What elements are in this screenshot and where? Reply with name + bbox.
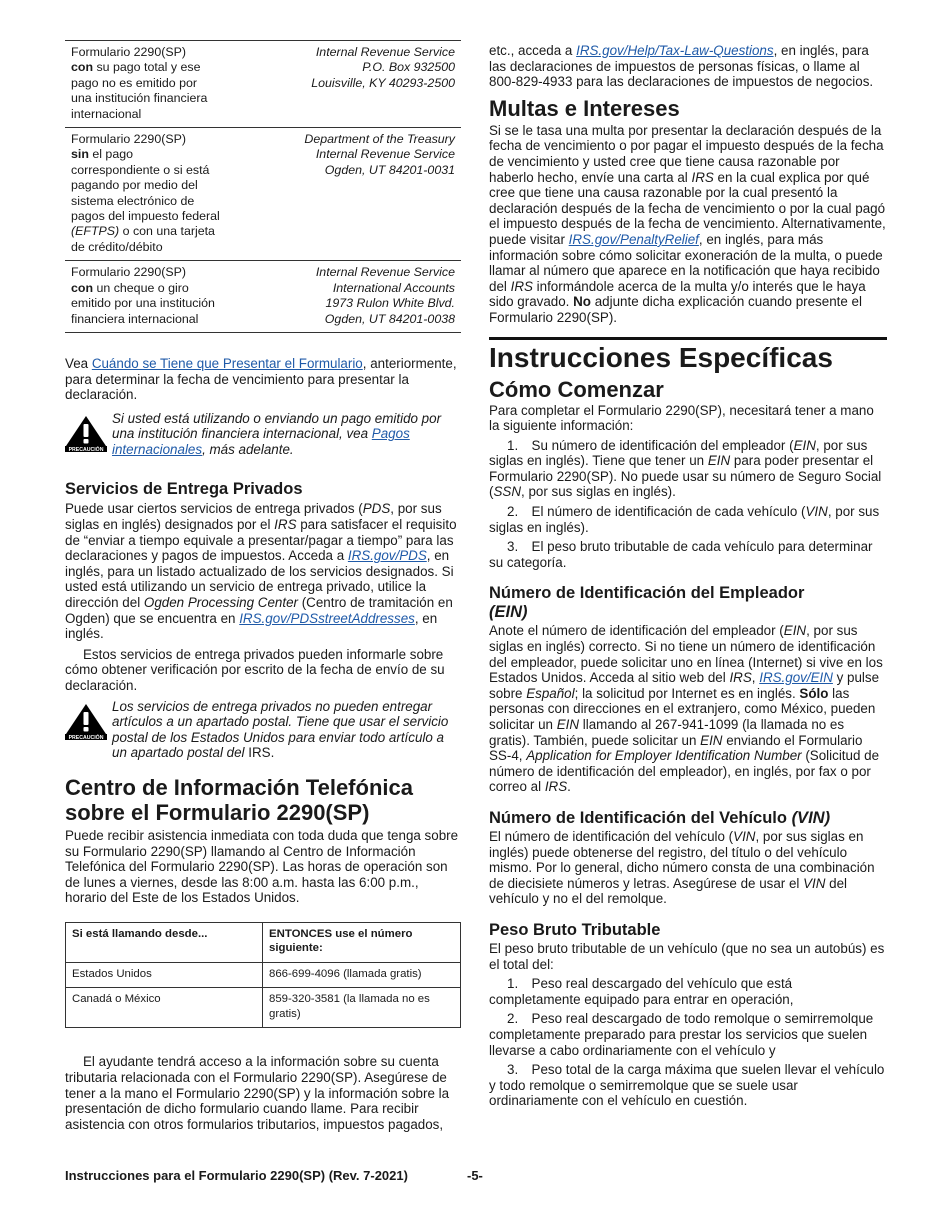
section-heading-phone-center: Centro de Información Telefónica sobre el Formulario 2290(SP)	[65, 774, 413, 825]
section-heading-private-delivery: Servicios de Entrega Privados	[65, 480, 303, 499]
list-item: 1. Peso real descargado del vehículo que está completamente equipado para entrar en operación,	[489, 976, 794, 1007]
section-heading-getting-started: Cómo Comenzar	[489, 376, 664, 402]
table-cell: Canadá o México	[66, 988, 263, 1028]
when-to-file-link[interactable]: Cuándo se Tiene que Presentar el Formulario	[91, 355, 363, 371]
caution-text: Si usted está utilizando o enviando un pago emitido por una institución financiera internacional, vea Pagos internacionales, más adelante.	[112, 410, 442, 457]
caution-label: PRECAUCIÓN	[68, 734, 104, 740]
section-heading-vin: Número de Identificación del Vehículo (VIN)	[489, 808, 831, 827]
caution-po-box	[65, 699, 461, 761]
right-column	[489, 40, 887, 1109]
caution-icon	[65, 415, 107, 452]
mailing-address-table	[65, 40, 461, 333]
table-cell: 866-699-4096 (llamada gratis)	[263, 962, 461, 988]
address-cell: Internal Revenue Service P.O. Box 932500 Louisville, KY 40293-2500	[311, 45, 455, 90]
table-row	[66, 988, 461, 1028]
pds-street-addresses-link[interactable]: IRS.gov/PDSstreetAddresses	[239, 610, 415, 626]
pds-paragraph: Puede usar ciertos servicios de entrega privados (PDS, por sus siglas en inglés) designados por el IRS para satisfacer el requisito de “enviar a tiempo equivale a presentar/pagar a tiempo” para las declaraciones y pagos de impuestos. Acceda a IRS.gov/PDS, en inglés, para un listado actualizado de los servicios designados. Si usted está utilizando un servicio de entrega privado, utilice la dirección del Ogden Processing Center (Centro de tramitación en Ogden) que se encuentra en IRS.gov/PDSstreetAddresses, en inglés.	[65, 501, 457, 642]
filing-date-note: Vea Cuándo se Tiene que Presentar el Formulario, anteriormente, para determinar la fecha de vencimiento para presentar la declaración.	[65, 355, 457, 403]
ein-paragraph: Anote el número de identificación del empleador (EIN, por sus siglas en inglés) correcto. Si no tiene un número de identificación del empleador, puede solicitar uno en línea (Internet) si vive en los Estados Unidos. Acceda al sitio web del IRS, IRS.gov/EIN y pulse sobre Español; la solicitud por Internet es en inglés. Sólo las personas con direcciones en el extranjero, como México, pueden solicitar un EIN llamando al 267-941-1099 (la llamada no es gratis). También, puede solicitar un EIN enviando el Formulario SS-4, Application for Employer Identification Number (Solicitud de número de identificación del empleador), en inglés, por fax o por correo al IRS.	[489, 623, 883, 795]
section-divider	[489, 337, 887, 340]
table-header-row	[66, 922, 461, 962]
list-item: 1. Su número de identificación del empleador (EIN, por sus siglas en inglés). Tiene que tener un EIN para poder presentar el Formulario 2290(SP). No puede usar su número de Seguro Social (SSN, por sus siglas en inglés).	[489, 437, 882, 500]
pds-verification-paragraph: Estos servicios de entrega privados pueden informarle sobre cómo obtener verificación por escrito de la fecha de envío de su declaración.	[65, 646, 445, 693]
section-heading-taxable-weight: Peso Bruto Tributable	[489, 920, 661, 939]
irs-ein-link[interactable]: IRS.gov/EIN	[759, 670, 833, 686]
assistant-paragraph: El ayudante tendrá acceso a la información sobre su cuenta tributaria relacionada con el Formulario 2290(SP). Asegúrese de tener a la mano el Formulario 2290(SP) y la información sobre la presentación de dicho formulario cuando llame. Para recibir asistencia con otros formularios tributarios, impuestos pagados,	[65, 1054, 450, 1132]
address-cell: Department of the Treasury Internal Revenue Service Ogden, UT 84201-0031	[304, 132, 455, 177]
filing-case-cell: Formulario 2290(SP) con su pago total y ese pago no es emitido por una institución financiera internacional	[71, 45, 208, 121]
table-cell: 859-320-3581 (la llamada no es gratis)	[263, 988, 461, 1028]
column-header: Si está llamando desde...	[66, 922, 263, 962]
filing-case-cell: Formulario 2290(SP) sin el pago correspondiente o si está pagando por medio del sistema electrónico de pagos del impuesto federal (EFTPS) o con una tarjeta de crédito/débito	[71, 132, 220, 254]
left-column	[65, 40, 461, 1132]
section-heading-penalties: Multas e Intereses	[489, 95, 680, 121]
caution-icon	[65, 703, 107, 740]
address-cell: Internal Revenue Service International Accounts 1973 Rulon White Blvd. Ogden, UT 84201-0038	[315, 265, 455, 326]
taxable-weight-paragraph: El peso bruto tributable de un vehículo (que no sea un autobús) es el total del:	[489, 940, 885, 972]
getting-started-paragraph: Para completar el Formulario 2290(SP), necesitará tener a mano la siguiente información:	[489, 402, 874, 434]
table-row	[65, 128, 461, 261]
continued-paragraph: etc., acceda a IRS.gov/Help/Tax-Law-Questions, en inglés, para las declaraciones de impuestos de personas físicas, o llame al 800-829-4933 para las declaraciones de impuestos de negocios.	[489, 43, 874, 90]
list-item: 2. Peso real descargado de todo remolque o semirremolque completamente preparado para prestar los servicios que suelen llevarse a cabo ordinariamente con el vehículo y	[489, 1011, 874, 1058]
irs-pds-link[interactable]: IRS.gov/PDS	[347, 548, 427, 564]
tax-law-questions-link[interactable]: IRS.gov/Help/Tax-Law-Questions	[576, 43, 774, 58]
filing-case-cell: Formulario 2290(SP) con un cheque o giro emitido por una institución financiera internacional	[71, 265, 215, 326]
footer-title: Instrucciones para el Formulario 2290(SP) (Rev. 7-2021)	[65, 1168, 408, 1183]
table-cell: Estados Unidos	[66, 962, 263, 988]
caution-text: Los servicios de entrega privados no pueden entregar artículos a un apartado postal. Tiene que usar el servicio postal de los Estados Unidos para enviar todo artículo a un apartado postal del IRS.	[112, 698, 449, 761]
page-title-specific-instructions: Instrucciones Específicas	[489, 341, 833, 373]
column-header: ENTONCES use el número siguiente:	[263, 922, 461, 962]
table-row	[66, 962, 461, 988]
penalty-relief-link[interactable]: IRS.gov/PenaltyRelief	[568, 231, 699, 247]
caution-international-payment	[65, 411, 461, 458]
table-row	[65, 41, 461, 128]
phone-center-paragraph: Puede recibir asistencia inmediata con toda duda que tenga sobre su Formulario 2290(SP) llamando al Centro de Información Telefónica del Formulario 2290(SP). Las horas de operación son de lunes a viernes, desde las 8:00 a.m. hasta las 6:00 p.m., horario del Este de los Estados Unidos.	[65, 827, 459, 906]
page-footer	[65, 1168, 565, 1183]
section-heading-ein: Número de Identificación del Empleador (EIN)	[489, 584, 805, 622]
table-row	[65, 261, 461, 333]
list-item: 2. El número de identificación de cada vehículo (VIN, por sus siglas en inglés).	[489, 504, 880, 535]
phone-number-table	[65, 922, 461, 1029]
page-number: -5-	[467, 1168, 483, 1183]
international-payments-link[interactable]: Pagos internacionales	[112, 426, 410, 457]
list-item: 3. El peso bruto tributable de cada vehículo para determinar su categoría.	[489, 539, 873, 570]
list-item: 3. Peso total de la carga máxima que suelen llevar el vehículo y todo remolque o semirremolque que se suele usar ordinariamente con el vehículo en cuestión.	[489, 1062, 885, 1109]
penalties-paragraph: Si se le tasa una multa por presentar la declaración después de la fecha de vencimiento o por pagar el impuesto después de la fecha de vencimiento y usted cree que tiene causa razonable por haberlo hecho, envíe una carta al IRS en la cual explica por qué cree que tiene una causa razonable por la cual presentó la declaración después de la fecha de vencimiento o por la cual pagó el impuesto después de la fecha de vencimiento. Alternativamente, puede visitar IRS.gov/PenaltyRelief, en inglés, para más información sobre cómo solicitar exoneración de la multa, o puede llamar al número que aparece en la notificación que haya recibido del IRS informándole acerca de la multa y/o interés que le haya sido gravado. No adjunte dicha explicación cuando presente el Formulario 2290(SP).	[489, 122, 886, 325]
caution-label: PRECAUCIÓN	[68, 446, 104, 452]
vin-paragraph: El número de identificación del vehículo (VIN, por sus siglas en inglés) puede obtenerse del registro, del título o del vehículo mismo. Por lo general, dicho número consta de una combinación de diecisiete números y letras. Asegúrese de usar el VIN del vehículo y no el del remolque.	[489, 828, 875, 907]
